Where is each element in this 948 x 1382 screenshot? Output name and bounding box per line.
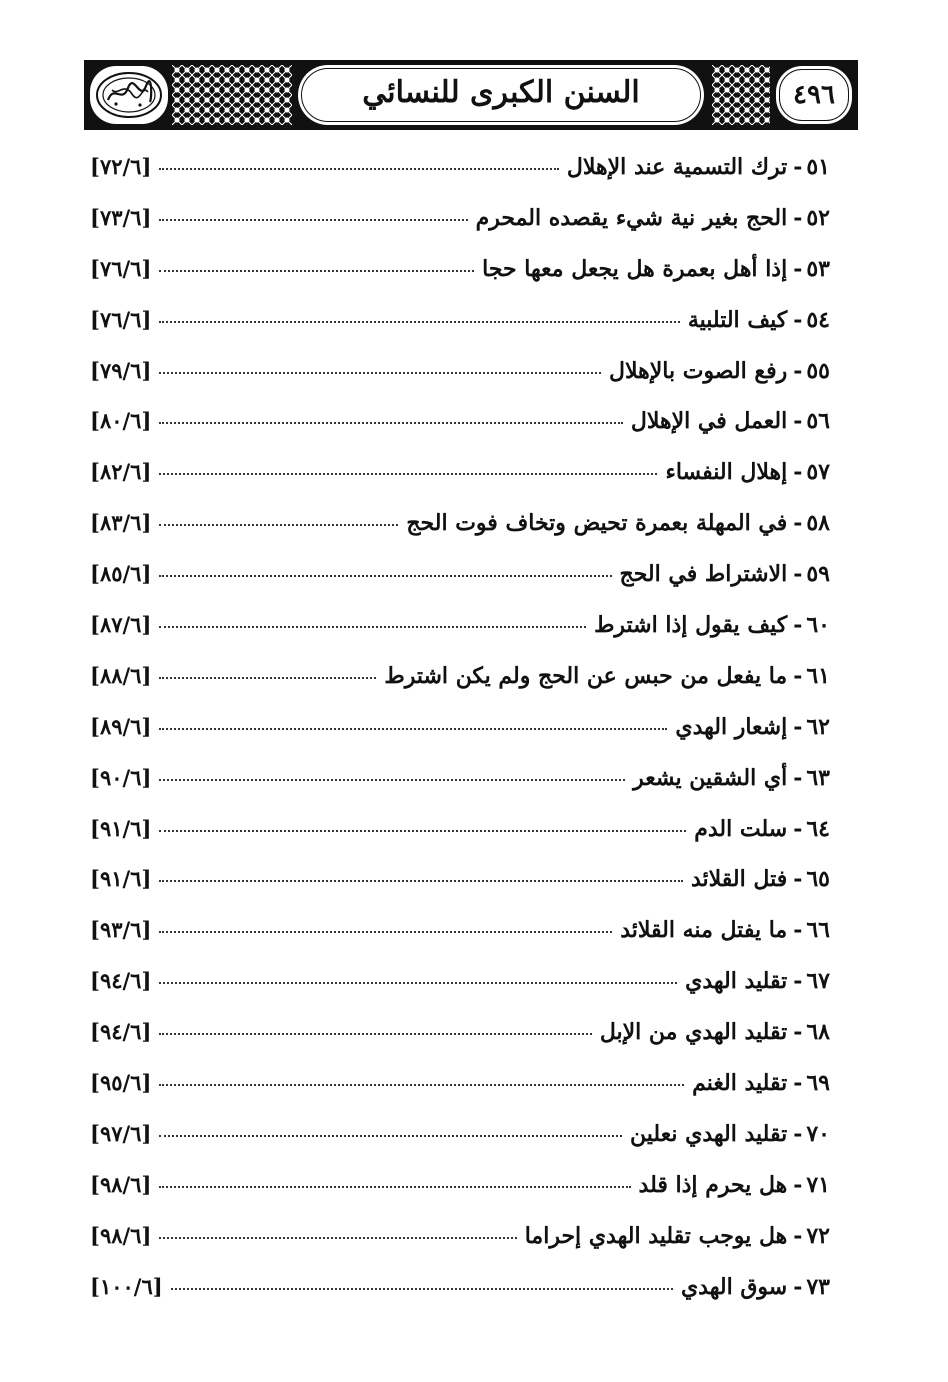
toc-entry-title: فتل القلائد [691, 866, 788, 893]
header-ornament-right [712, 65, 770, 125]
toc-entry-title: إهلال النفساء [665, 459, 788, 486]
toc-entry-reference: [٨٩/٦] [90, 713, 152, 739]
toc-entry-reference: [٩١/٦] [90, 815, 152, 841]
dot-leader [159, 779, 625, 781]
toc-entry-56: ٥٦ - العمل في الإهلال [٨٠/٦] [90, 408, 830, 435]
toc-entry-reference: [٨٥/٦] [90, 561, 152, 587]
dot-leader [159, 982, 677, 984]
dot-leader [159, 880, 683, 882]
page-number-cartouche [776, 66, 852, 124]
toc-entry-reference: [٨٧/٦] [90, 612, 152, 638]
dot-leader [159, 524, 398, 526]
toc-entry-number: ٥١ [806, 154, 830, 180]
toc-entry-title: تقليد الهدي من الإبل [599, 1019, 788, 1046]
toc-entry-number: ٥٤ [806, 306, 830, 333]
toc-entry-title: الحج بغير نية شيء يقصده المحرم [475, 204, 788, 231]
toc-entry-title: كيف يقول إذا اشترط [594, 612, 788, 639]
dot-leader [159, 1135, 622, 1137]
toc-entry-title: تقليد الهدي [685, 968, 788, 995]
toc-entry-reference: [٩٠/٦] [90, 764, 152, 790]
toc-entry-number: ٥٢ [806, 204, 830, 231]
toc-entry-53: ٥٣ - إذا أهل بعمرة هل يجعل معها حجا [٧٦/٦] [90, 255, 830, 282]
toc-entry-title: الاشتراط في الحج [619, 561, 788, 588]
toc-entry-number: ٧١ [806, 1171, 830, 1198]
toc-entry-reference: [٧٦/٦] [90, 255, 152, 281]
toc-entry-title: كيف التلبية [687, 306, 788, 333]
toc-entry-title: ما يفعل من حبس عن الحج ولم يكن اشترط [384, 662, 788, 689]
toc-entry-number: ٧٣ [806, 1273, 830, 1300]
running-header [84, 60, 858, 130]
toc-entry-number: ٧٠ [806, 1120, 830, 1147]
toc-entry-title: أي الشقين يشعر [633, 764, 788, 791]
toc-entry-title: رفع الصوت بالإهلال [608, 357, 788, 384]
toc-entry-number: ٧٢ [806, 1222, 830, 1249]
toc-entry-title: هل يوجب تقليد الهدي إحراما [524, 1222, 788, 1249]
dot-leader [171, 1288, 673, 1290]
toc-entry-reference: [٩٨/٦] [90, 1222, 152, 1248]
toc-entry-number: ٥٩ [806, 561, 830, 588]
calligraphy-seal-icon [94, 70, 164, 120]
toc-entry-54: ٥٤ - كيف التلبية [٧٦/٦] [90, 306, 830, 333]
toc-entry-number: ٦٠ [806, 612, 830, 639]
toc-entry-51: ٥١ - ترك التسمية عند الإهلال [٧٢/٦] [90, 154, 830, 180]
toc-entry-number: ٦٢ [806, 713, 830, 740]
toc-entry-title: سلت الدم [694, 815, 788, 842]
toc-entry-title: إذا أهل بعمرة هل يجعل معها حجا [482, 255, 788, 282]
dot-leader [159, 1084, 684, 1086]
dot-leader [159, 931, 612, 933]
toc-entry-61: ٦١ - ما يفعل من حبس عن الحج ولم يكن اشترط [٨٨/٦] [90, 662, 830, 689]
dot-leader [159, 728, 667, 730]
toc-entry-reference: [٧٢/٦] [90, 154, 152, 179]
dot-leader [159, 473, 657, 475]
dot-leader [159, 168, 559, 170]
toc-entry-number: ٥٧ [806, 459, 830, 486]
toc-entry-60: ٦٠ - كيف يقول إذا اشترط [٨٧/٦] [90, 612, 830, 639]
toc-entry-number: ٦٩ [806, 1070, 830, 1097]
header-ornament-left [172, 65, 292, 125]
toc-entry-reference: [٧٣/٦] [90, 204, 152, 230]
toc-entry-66: ٦٦ - ما يفتل منه القلائد [٩٣/٦] [90, 917, 830, 944]
dot-leader [159, 626, 586, 628]
toc-entry-reference: [٩٣/٦] [90, 917, 152, 943]
toc-entry-73: ٧٣ - سوق الهدي [١٠٠/٦] [90, 1273, 830, 1300]
table-of-contents [90, 154, 830, 1324]
toc-entry-59: ٥٩ - الاشتراط في الحج [٨٥/٦] [90, 561, 830, 588]
toc-entry-title: تقليد الغنم [692, 1070, 788, 1097]
dot-leader [159, 677, 376, 679]
toc-entry-63: ٦٣ - أي الشقين يشعر [٩٠/٦] [90, 764, 830, 791]
book-title: السنن الكبرى للنسائي [362, 75, 640, 110]
toc-entry-68: ٦٨ - تقليد الهدي من الإبل [٩٤/٦] [90, 1019, 830, 1046]
dot-leader [159, 575, 611, 577]
toc-entry-64: ٦٤ - سلت الدم [٩١/٦] [90, 815, 830, 842]
dot-leader [159, 1186, 630, 1188]
toc-entry-72: ٧٢ - هل يوجب تقليد الهدي إحراما [٩٨/٦] [90, 1222, 830, 1249]
toc-entry-67: ٦٧ - تقليد الهدي [٩٤/٦] [90, 968, 830, 995]
toc-entry-number: ٦١ [806, 662, 830, 689]
toc-entry-reference: [٩١/٦] [90, 866, 152, 892]
toc-entry-reference: [١٠٠/٦] [90, 1273, 163, 1299]
dot-leader [159, 1033, 591, 1035]
toc-entry-reference: [٧٦/٦] [90, 306, 152, 332]
toc-entry-55: ٥٥ - رفع الصوت بالإهلال [٧٩/٦] [90, 357, 830, 384]
page-number: ٤٩٦ [793, 80, 835, 110]
toc-entry-reference: [٩٧/٦] [90, 1120, 152, 1146]
toc-entry-reference: [٩٤/٦] [90, 968, 152, 994]
dot-leader [159, 219, 467, 221]
toc-entry-number: ٥٥ [806, 357, 830, 384]
toc-entry-title: في المهلة بعمرة تحيض وتخاف فوت الحج [406, 510, 788, 537]
toc-entry-number: ٥٦ [806, 408, 830, 435]
dot-leader [159, 270, 474, 272]
toc-entry-title: العمل في الإهلال [630, 408, 788, 435]
toc-entry-number: ٥٨ [806, 510, 830, 537]
toc-entry-62: ٦٢ - إشعار الهدي [٨٩/٦] [90, 713, 830, 740]
toc-entry-number: ٦٧ [806, 968, 830, 995]
book-title-cartouche [298, 65, 704, 125]
toc-entry-number: ٦٣ [806, 764, 830, 791]
toc-entry-reference: [٨٨/٦] [90, 662, 152, 688]
toc-entry-65: ٦٥ - فتل القلائد [٩١/٦] [90, 866, 830, 893]
toc-entry-69: ٦٩ - تقليد الغنم [٩٥/٦] [90, 1070, 830, 1097]
publisher-seal [90, 66, 168, 124]
toc-entry-title: ترك التسمية عند الإهلال [566, 154, 788, 180]
toc-entry-number: ٦٨ [806, 1019, 830, 1046]
toc-entry-reference: [٩٥/٦] [90, 1070, 152, 1096]
toc-entry-reference: [٧٩/٦] [90, 357, 152, 383]
toc-entry-71: ٧١ - هل يحرم إذا قلد [٩٨/٦] [90, 1171, 830, 1198]
toc-entry-title: ما يفتل منه القلائد [620, 917, 788, 944]
toc-entry-reference: [٨٢/٦] [90, 459, 152, 485]
toc-entry-70: ٧٠ - تقليد الهدي نعلين [٩٧/٦] [90, 1120, 830, 1147]
toc-entry-52: ٥٢ - الحج بغير نية شيء يقصده المحرم [٧٣/٦] [90, 204, 830, 231]
toc-entry-number: ٥٣ [806, 255, 830, 282]
dot-leader [159, 422, 622, 424]
dot-leader [159, 830, 686, 832]
toc-entry-title: سوق الهدي [680, 1273, 788, 1300]
toc-entry-title: تقليد الهدي نعلين [630, 1120, 788, 1147]
toc-entry-reference: [٨٠/٦] [90, 408, 152, 434]
dot-leader [159, 1237, 516, 1239]
toc-entry-reference: [٨٣/٦] [90, 510, 152, 536]
toc-entry-number: ٦٥ [806, 866, 830, 893]
dot-leader [159, 321, 679, 323]
toc-entry-reference: [٩٤/٦] [90, 1019, 152, 1045]
toc-entry-58: ٥٨ - في المهلة بعمرة تحيض وتخاف فوت الحج [٨٣/٦] [90, 510, 830, 537]
toc-entry-number: ٦٦ [806, 917, 830, 944]
toc-entry-57: ٥٧ - إهلال النفساء [٨٢/٦] [90, 459, 830, 486]
toc-entry-title: إشعار الهدي [675, 713, 788, 740]
toc-entry-reference: [٩٨/٦] [90, 1171, 152, 1197]
toc-entry-title: هل يحرم إذا قلد [638, 1171, 788, 1198]
toc-entry-number: ٦٤ [806, 815, 830, 842]
dot-leader [159, 372, 601, 374]
